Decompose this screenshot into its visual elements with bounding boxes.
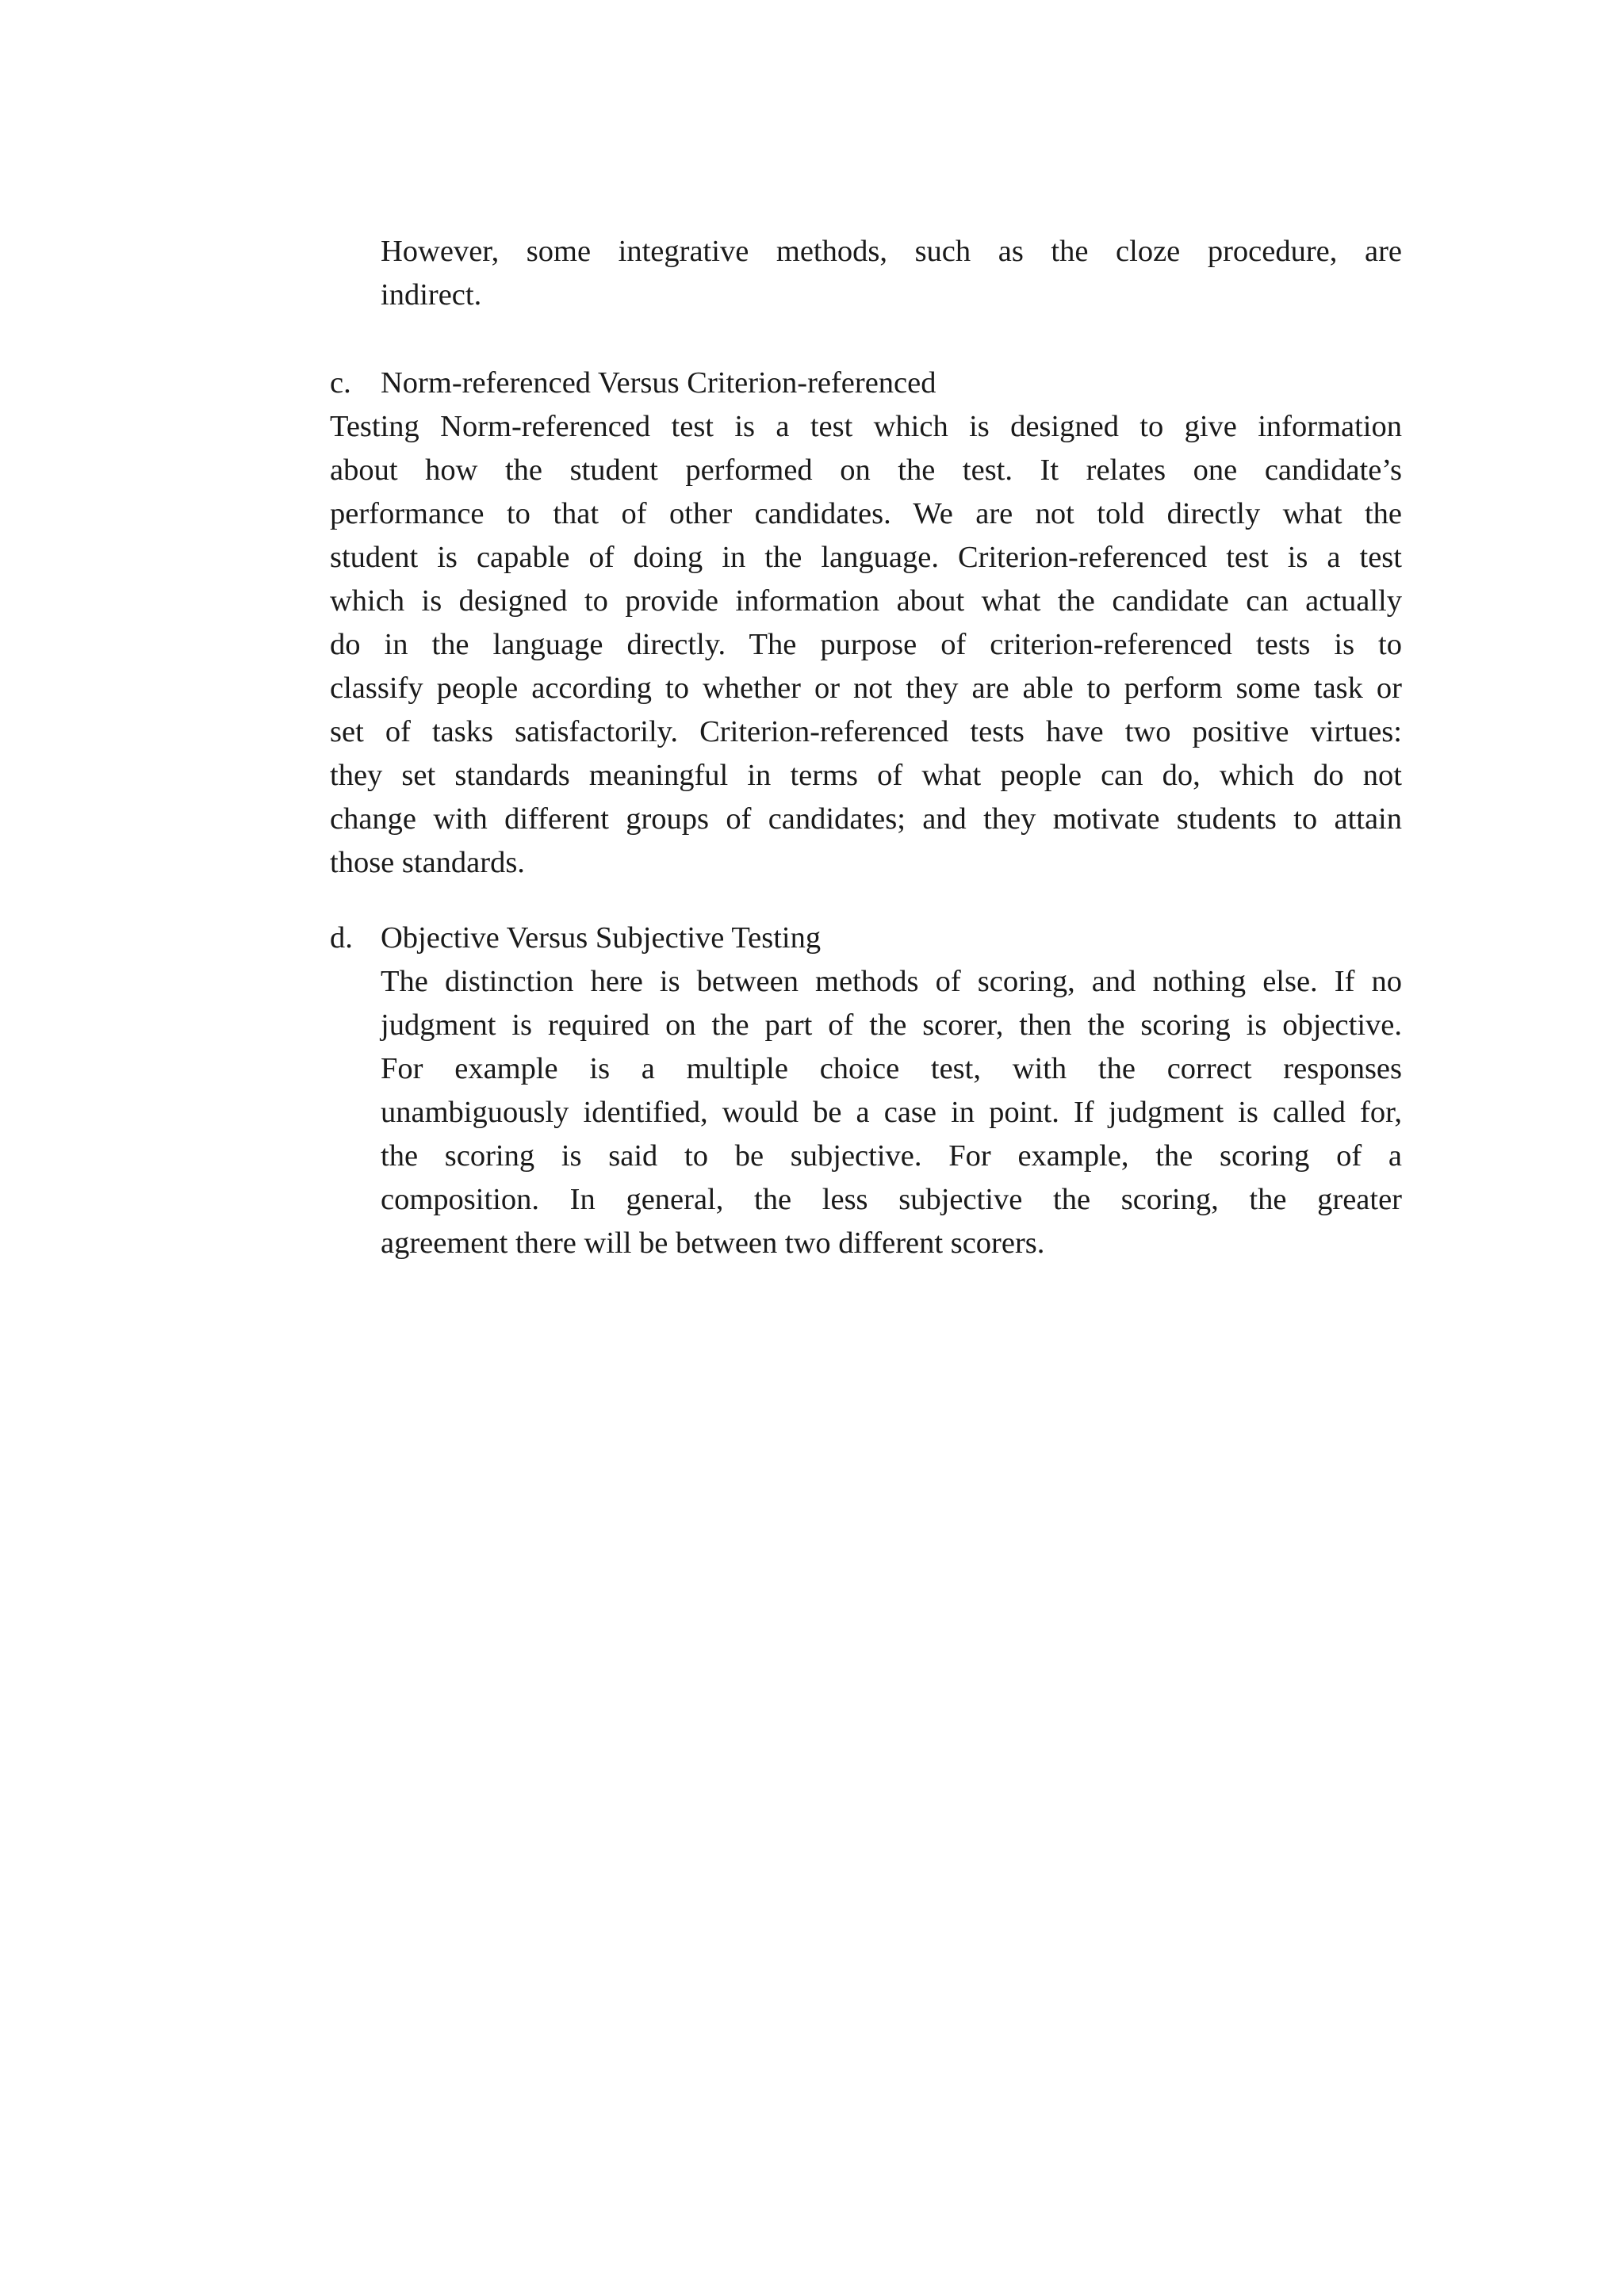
section-c-body xyxy=(330,405,1402,885)
paragraph-line: unambiguously identified, would be a case in point. If judgment is called for, xyxy=(381,1096,1402,1129)
intro-paragraph xyxy=(381,230,1402,317)
paragraph-line: they set standards meaningful in terms of what people can do, which do not xyxy=(330,759,1402,792)
paragraph-line: about how the student performed on the test. It relates one candidate’s xyxy=(330,453,1402,487)
paragraph-line: The distinction here is between methods of scoring, and nothing else. If no xyxy=(381,965,1402,998)
section-d-body xyxy=(381,960,1402,1265)
paragraph-line: judgment is required on the part of the scorer, then the scoring is objective. xyxy=(381,1008,1402,1042)
section-d-heading xyxy=(330,916,1402,960)
paragraph-line: indirect. xyxy=(381,278,482,312)
paragraph-line: do in the language directly. The purpose of criterion-referenced tests is to xyxy=(330,628,1402,661)
paragraph-line: However, some integrative methods, such as the cloze procedure, are xyxy=(381,235,1402,268)
paragraph-line: change with different groups of candidates; and they motivate students to attain xyxy=(330,802,1402,836)
section-c-letter: c. xyxy=(330,366,351,400)
paragraph-line: those standards. xyxy=(330,846,525,879)
paragraph-line: agreement there will be between two different scorers. xyxy=(381,1226,1045,1260)
section-c-heading xyxy=(330,362,1402,405)
paragraph-line: which is designed to provide information about what the candidate can actually xyxy=(330,584,1402,618)
section-d-title: Objective Versus Subjective Testing xyxy=(381,921,822,955)
paragraph-line: Testing Norm-referenced test is a test which is designed to give information xyxy=(330,410,1402,443)
paragraph-line: set of tasks satisfactorily. Criterion-referenced tests have two positive virtues: xyxy=(330,715,1402,748)
paragraph-line: the scoring is said to be subjective. For example, the scoring of a xyxy=(381,1139,1402,1173)
paragraph-line: composition. In general, the less subjective the scoring, the greater xyxy=(381,1183,1402,1216)
paragraph-line: performance to that of other candidates. We are not told directly what the xyxy=(330,497,1402,530)
paragraph-line: For example is a multiple choice test, with the correct responses xyxy=(381,1052,1402,1085)
paragraph-line: student is capable of doing in the language. Criterion-referenced test is a test xyxy=(330,541,1402,574)
section-d-letter: d. xyxy=(330,921,353,955)
paragraph-line: classify people according to whether or not they are able to perform some task or xyxy=(330,672,1402,705)
section-c-title: Norm-referenced Versus Criterion-referenced xyxy=(381,366,936,400)
